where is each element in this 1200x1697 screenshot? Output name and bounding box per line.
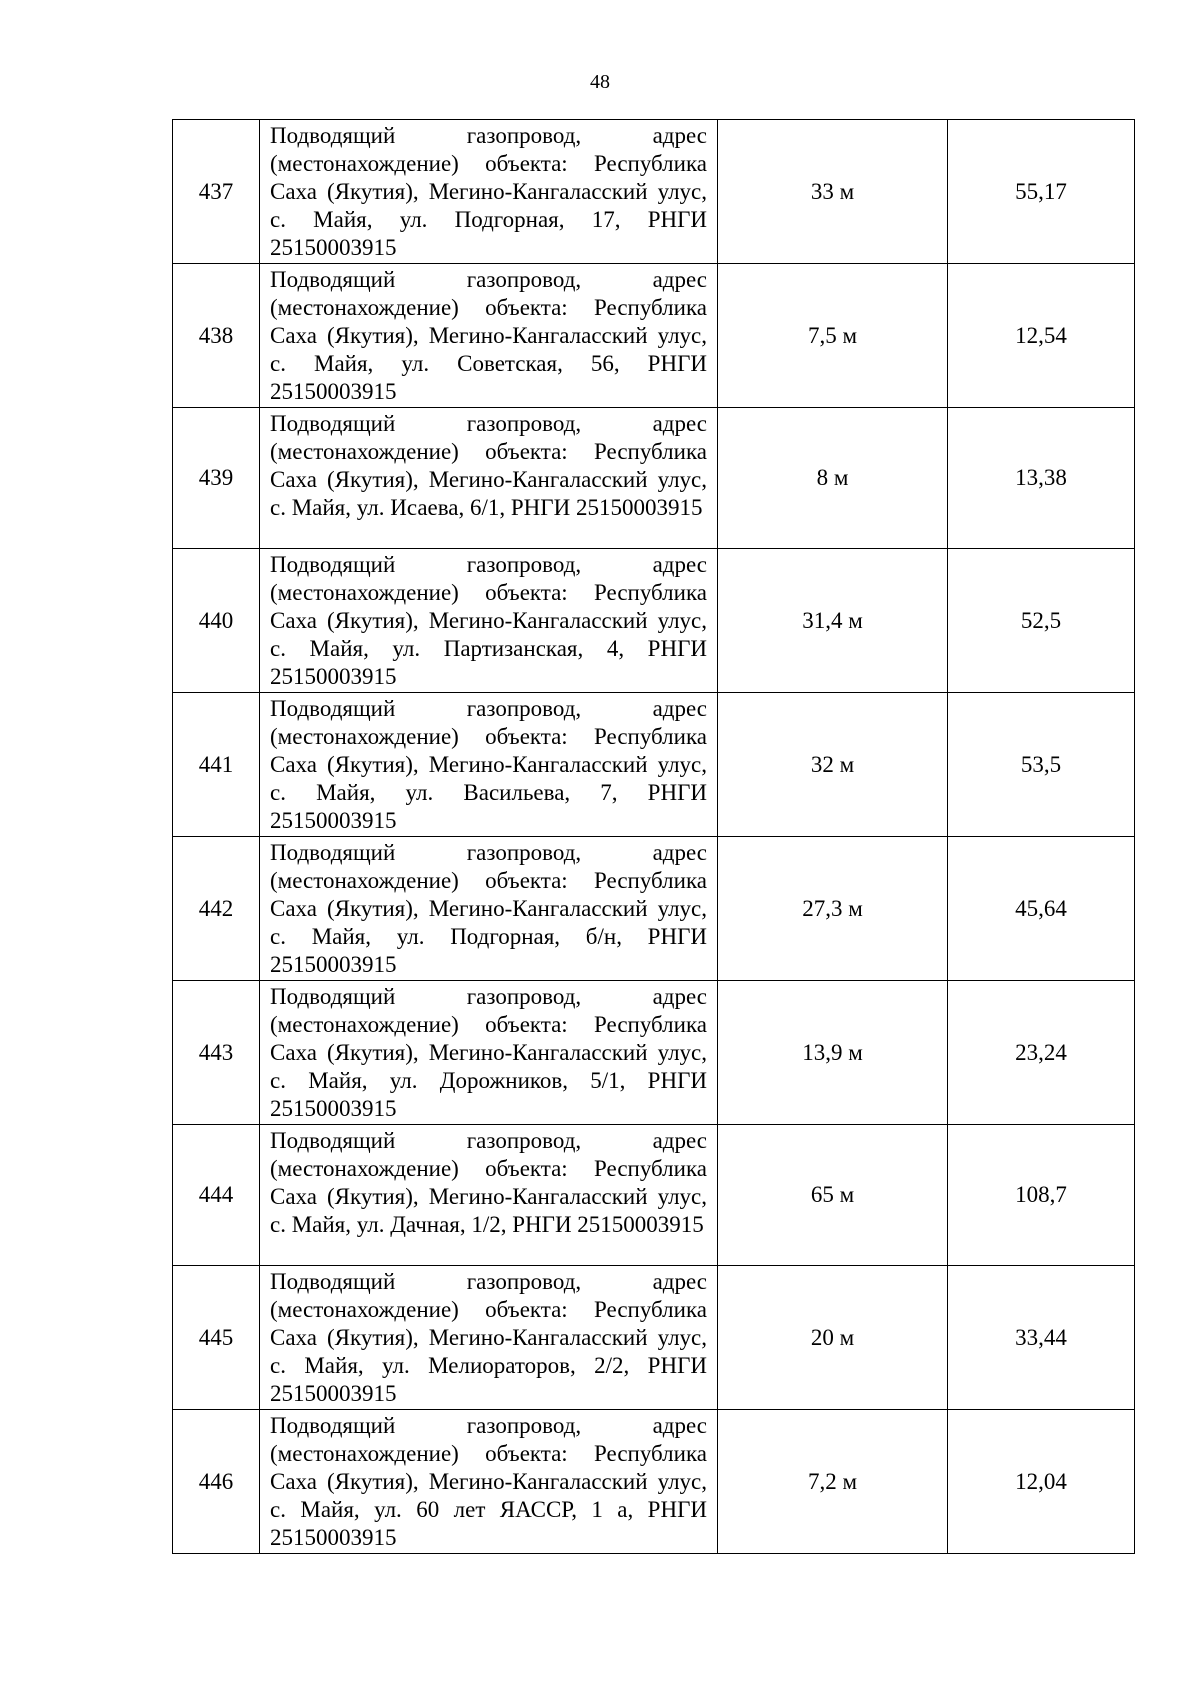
- row-length: 7,2 м: [718, 1410, 948, 1554]
- row-value: 53,5: [948, 693, 1135, 837]
- row-description: Подводящий газопровод, адрес (местонахождение) объекта: Республика Саха (Якутия), Мегино-Кангаласский улус, с. Майя, ул. Исаева, 6/1, РНГИ 25150003915: [260, 408, 718, 549]
- row-description: Подводящий газопровод, адрес (местонахождение) объекта: Республика Саха (Якутия), Мегино-Кангаласский улус, с. Майя, ул. Подгорная, 17, РНГИ 25150003915: [260, 120, 718, 264]
- page-number: 48: [590, 71, 610, 93]
- row-value: 55,17: [948, 120, 1135, 264]
- row-value: 45,64: [948, 837, 1135, 981]
- table-row: [173, 1266, 1135, 1410]
- row-number: 438: [173, 264, 260, 408]
- row-number: 443: [173, 981, 260, 1125]
- table-row: [173, 408, 1135, 549]
- row-length: 7,5 м: [718, 264, 948, 408]
- row-description: Подводящий газопровод, адрес (местонахождение) объекта: Республика Саха (Якутия), Мегино-Кангаласский улус, с. Майя, ул. Васильева, 7, РНГИ 25150003915: [260, 693, 718, 837]
- row-length: 31,4 м: [718, 549, 948, 693]
- row-length: 8 м: [718, 408, 948, 549]
- row-description: Подводящий газопровод, адрес (местонахождение) объекта: Республика Саха (Якутия), Мегино-Кангаласский улус, с. Майя, ул. Дачная, 1/2, РНГИ 25150003915: [260, 1125, 718, 1266]
- table-row: [173, 264, 1135, 408]
- property-table: [172, 119, 1135, 1554]
- row-value: 52,5: [948, 549, 1135, 693]
- row-value: 23,24: [948, 981, 1135, 1125]
- row-value: 13,38: [948, 408, 1135, 549]
- table-row: [173, 1125, 1135, 1266]
- row-value: 12,54: [948, 264, 1135, 408]
- row-number: 442: [173, 837, 260, 981]
- row-description: Подводящий газопровод, адрес (местонахождение) объекта: Республика Саха (Якутия), Мегино-Кангаласский улус, с. Майя, ул. 60 лет ЯАССР, 1 а, РНГИ 25150003915: [260, 1410, 718, 1554]
- row-length: 32 м: [718, 693, 948, 837]
- table-row: [173, 120, 1135, 264]
- row-description: Подводящий газопровод, адрес (местонахождение) объекта: Республика Саха (Якутия), Мегино-Кангаласский улус, с. Майя, ул. Партизанская, 4, РНГИ 25150003915: [260, 549, 718, 693]
- row-description: Подводящий газопровод, адрес (местонахождение) объекта: Республика Саха (Якутия), Мегино-Кангаласский улус, с. Майя, ул. Дорожников, 5/1, РНГИ 25150003915: [260, 981, 718, 1125]
- row-value: 33,44: [948, 1266, 1135, 1410]
- row-length: 27,3 м: [718, 837, 948, 981]
- row-value: 108,7: [948, 1125, 1135, 1266]
- row-number: 437: [173, 120, 260, 264]
- row-number: 444: [173, 1125, 260, 1266]
- row-number: 441: [173, 693, 260, 837]
- table-row: [173, 1410, 1135, 1554]
- row-number: 440: [173, 549, 260, 693]
- table-row: [173, 837, 1135, 981]
- row-description: Подводящий газопровод, адрес (местонахождение) объекта: Республика Саха (Якутия), Мегино-Кангаласский улус, с. Майя, ул. Подгорная, б/н, РНГИ 25150003915: [260, 837, 718, 981]
- row-length: 33 м: [718, 120, 948, 264]
- row-length: 13,9 м: [718, 981, 948, 1125]
- row-number: 445: [173, 1266, 260, 1410]
- row-length: 20 м: [718, 1266, 948, 1410]
- row-value: 12,04: [948, 1410, 1135, 1554]
- row-number: 439: [173, 408, 260, 549]
- row-description: Подводящий газопровод, адрес (местонахождение) объекта: Республика Саха (Якутия), Мегино-Кангаласский улус, с. Майя, ул. Мелиораторов, 2/2, РНГИ 25150003915: [260, 1266, 718, 1410]
- row-description: Подводящий газопровод, адрес (местонахождение) объекта: Республика Саха (Якутия), Мегино-Кангаласский улус, с. Майя, ул. Советская, 56, РНГИ 25150003915: [260, 264, 718, 408]
- row-number: 446: [173, 1410, 260, 1554]
- table-row: [173, 549, 1135, 693]
- table-row: [173, 981, 1135, 1125]
- table-row: [173, 693, 1135, 837]
- row-length: 65 м: [718, 1125, 948, 1266]
